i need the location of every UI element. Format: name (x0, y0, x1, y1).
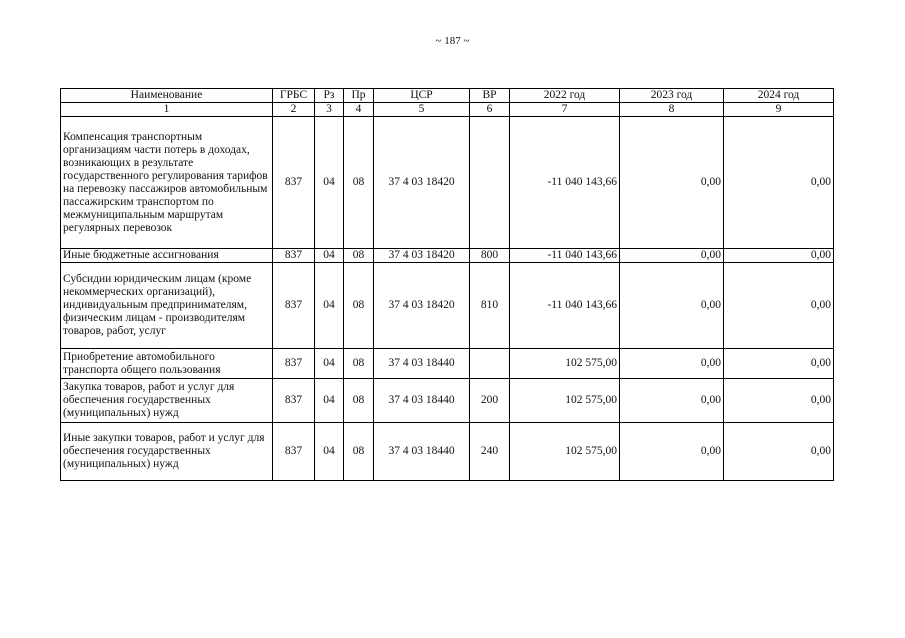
row-rz: 04 (315, 379, 344, 423)
header-name: Наименование (61, 89, 273, 103)
row-vr: 800 (470, 249, 510, 263)
row-name: Приобретение автомобильного транспорта общего пользования (61, 349, 273, 379)
row-csr: 37 4 03 18440 (374, 349, 470, 379)
row-2024: 0,00 (724, 423, 834, 481)
row-2023: 0,00 (620, 379, 724, 423)
header-grbs: ГРБС (273, 89, 315, 103)
row-csr: 37 4 03 18420 (374, 263, 470, 349)
table-row (61, 263, 834, 349)
row-2022: 102 575,00 (510, 349, 620, 379)
row-2022: -11 040 143,66 (510, 117, 620, 249)
row-grbs: 837 (273, 263, 315, 349)
column-number: 2 (273, 103, 315, 117)
table-row (61, 349, 834, 379)
header-2022: 2022 год (510, 89, 620, 103)
row-2023: 0,00 (620, 349, 724, 379)
row-2022: 102 575,00 (510, 423, 620, 481)
row-csr: 37 4 03 18420 (374, 117, 470, 249)
row-csr: 37 4 03 18440 (374, 423, 470, 481)
row-grbs: 837 (273, 117, 315, 249)
header-pr: Пр (344, 89, 374, 103)
table-row (61, 117, 834, 249)
row-vr: 240 (470, 423, 510, 481)
row-2024: 0,00 (724, 379, 834, 423)
header-row (61, 89, 834, 103)
column-number: 8 (620, 103, 724, 117)
row-2024: 0,00 (724, 249, 834, 263)
row-2022: -11 040 143,66 (510, 249, 620, 263)
column-number: 6 (470, 103, 510, 117)
column-number: 9 (724, 103, 834, 117)
row-name: Иные закупки товаров, работ и услуг для обеспечения государственных (муниципальных) нужд (61, 423, 273, 481)
row-name: Субсидии юридическим лицам (кроме некоммерческих организаций), индивидуальным предпринимателям, физическим лицам - производителям товаров, работ, услуг (61, 263, 273, 349)
row-2024: 0,00 (724, 349, 834, 379)
row-2024: 0,00 (724, 117, 834, 249)
row-grbs: 837 (273, 379, 315, 423)
row-2023: 0,00 (620, 249, 724, 263)
header-2023: 2023 год (620, 89, 724, 103)
row-name: Закупка товаров, работ и услуг для обеспечения государственных (муниципальных) нужд (61, 379, 273, 423)
column-number: 7 (510, 103, 620, 117)
row-grbs: 837 (273, 349, 315, 379)
table-row (61, 423, 834, 481)
row-2022: 102 575,00 (510, 379, 620, 423)
row-vr: 200 (470, 379, 510, 423)
row-vr (470, 349, 510, 379)
row-pr: 08 (344, 263, 374, 349)
header-csr: ЦСР (374, 89, 470, 103)
row-csr: 37 4 03 18440 (374, 379, 470, 423)
header-2024: 2024 год (724, 89, 834, 103)
row-grbs: 837 (273, 249, 315, 263)
row-pr: 08 (344, 379, 374, 423)
row-name: Иные бюджетные ассигнования (61, 249, 273, 263)
header-vr: ВР (470, 89, 510, 103)
page-number: ~ 187 ~ (435, 35, 470, 47)
row-rz: 04 (315, 423, 344, 481)
row-rz: 04 (315, 249, 344, 263)
row-pr: 08 (344, 349, 374, 379)
row-2024: 0,00 (724, 263, 834, 349)
column-number: 5 (374, 103, 470, 117)
row-name: Компенсация транспортным организациям части потерь в доходах, возникающих в результате государственного регулирования тарифов на перевозку пассажиров автомобильным пассажирским транспортом по межмуниципальным маршрутам регулярных перевозок (61, 117, 273, 249)
column-number: 3 (315, 103, 344, 117)
table-row (61, 379, 834, 423)
row-vr: 810 (470, 263, 510, 349)
row-rz: 04 (315, 349, 344, 379)
row-2022: -11 040 143,66 (510, 263, 620, 349)
row-pr: 08 (344, 249, 374, 263)
row-grbs: 837 (273, 423, 315, 481)
row-vr (470, 117, 510, 249)
header-rz: Рз (315, 89, 344, 103)
row-2023: 0,00 (620, 423, 724, 481)
row-rz: 04 (315, 263, 344, 349)
row-pr: 08 (344, 117, 374, 249)
table-row (61, 249, 834, 263)
row-2023: 0,00 (620, 263, 724, 349)
column-number-row (61, 103, 834, 117)
column-number: 1 (61, 103, 273, 117)
row-2023: 0,00 (620, 117, 724, 249)
row-pr: 08 (344, 423, 374, 481)
column-number: 4 (344, 103, 374, 117)
budget-table (60, 88, 834, 481)
row-rz: 04 (315, 117, 344, 249)
row-csr: 37 4 03 18420 (374, 249, 470, 263)
